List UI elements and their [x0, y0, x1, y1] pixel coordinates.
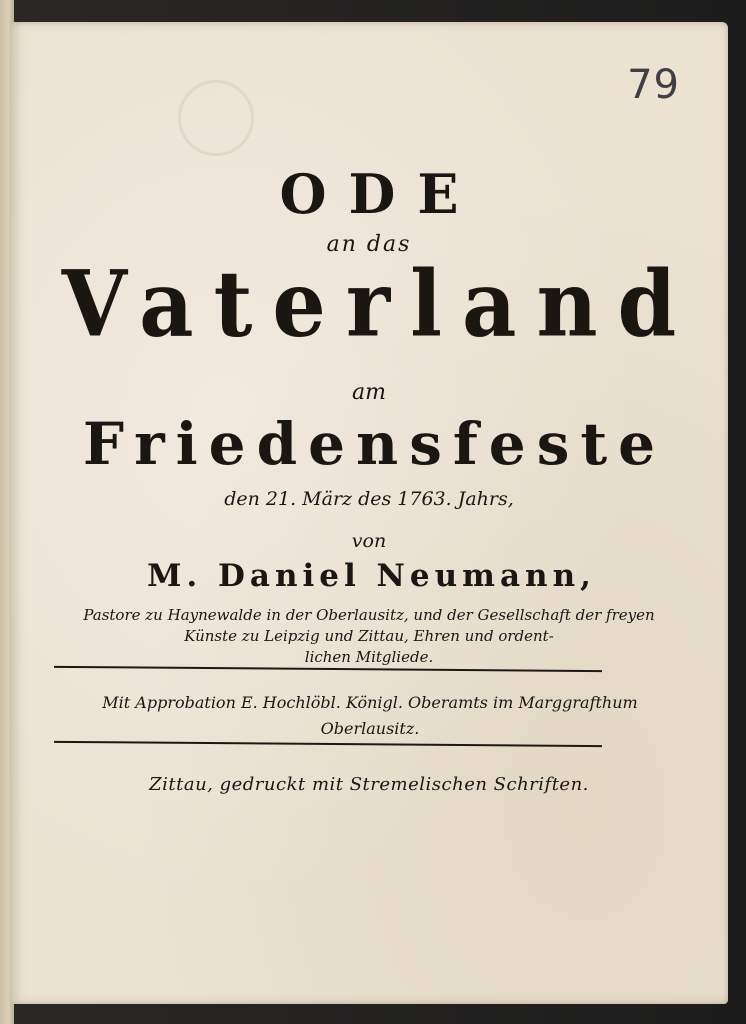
title-main: Vaterland [61, 250, 697, 357]
author-office-line-3: lichen Mitgliede. [304, 648, 434, 666]
approbation-line-2: Oberlausitz. [320, 719, 420, 738]
author-office-line-1: Pastore zu Haynewalde in der Oberlausitz, und der Gesellschaft der freyen [83, 606, 655, 624]
author-name: M. Daniel Neumann, [147, 558, 596, 594]
imprint: Zittau, gedruckt mit Stremelischen Schriften. [149, 774, 589, 795]
document-page [10, 22, 728, 1004]
author-office [68, 605, 670, 668]
title-ode: ODE [279, 162, 481, 226]
show-through-stamp [178, 80, 254, 156]
author-von: von [351, 530, 387, 552]
author-office-line-2: Künste zu Leipzig und Zittau, Ehren und ordent- [184, 627, 554, 645]
approbation-line-1: Mit Approbation E. Hochlöbl. Königl. Oberamts im Marggrafthum [102, 693, 638, 712]
title-am: am [352, 380, 386, 405]
title-date: den 21. März des 1763. Jahrs, [224, 488, 514, 510]
title-feast: Friedensfeste [82, 410, 667, 478]
title-an-das: an das [326, 232, 412, 257]
folio-number: 79 [627, 62, 680, 108]
approbation [70, 690, 670, 742]
